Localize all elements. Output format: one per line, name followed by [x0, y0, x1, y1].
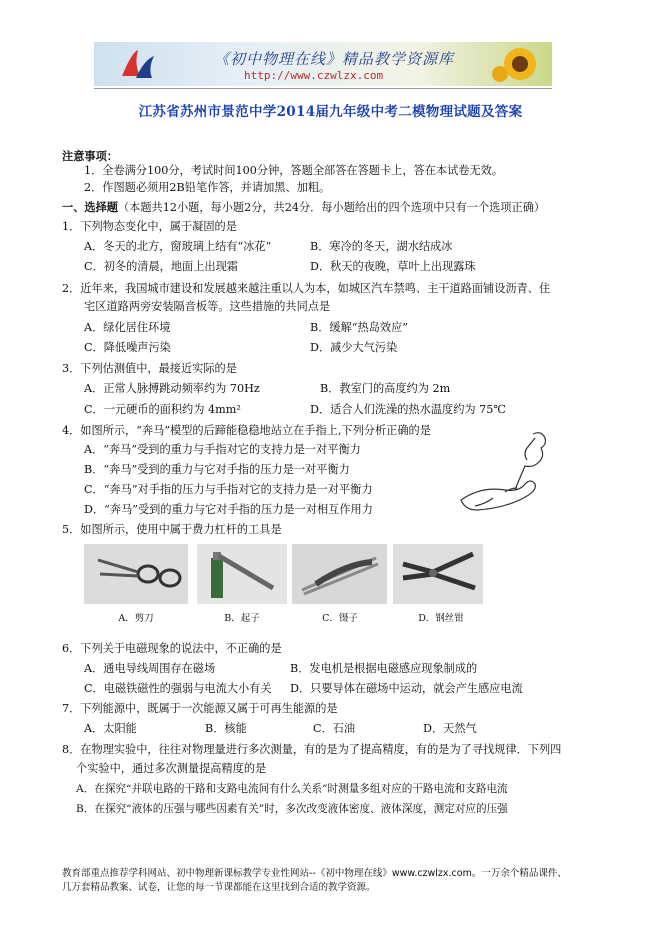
q4-option-a: A．“奔马”受到的重力与手指对它的支持力是一对平衡力: [84, 443, 361, 456]
q1-option-d: D．秋天的夜晚，草叶上出现露珠: [310, 260, 476, 273]
tweezers-photo: [292, 544, 387, 604]
scissors-photo: [84, 544, 188, 604]
notice-heading: 注意事项：: [62, 149, 118, 163]
q7-option-a: A．太阳能: [84, 722, 137, 735]
q8-option-a: A．在探究“并联电路的干路和支路电流间有什么关系”时测量多组对应的干路电流和支路电流: [76, 783, 508, 795]
q2-option-a: A．绿化居住环境: [84, 321, 171, 334]
q2-stem-line2: 宅区道路两旁安装隔音板等。这些措施的共同点是: [84, 300, 331, 313]
banner-title: 《初中物理在线》精品教学资源库: [214, 50, 455, 68]
q7-option-d: D．天然气: [423, 722, 477, 735]
q6-stem: 6．下列关于电磁现象的说法中，不正确的是: [62, 642, 282, 655]
q2-stem-line1: 2．近年来，我国城市建设和发展越来越注重以人为本，如城区汽车禁鸣、主干道路面铺设沥青、住: [62, 282, 551, 295]
site-logo-icon: [118, 46, 158, 82]
bottle-opener-icon: [197, 544, 287, 604]
q7-option-c: C．石油: [313, 722, 356, 735]
q5-stem: 5．如图所示，使用中属于费力杠杆的工具是: [62, 523, 282, 536]
footer-line-2: 几万套精品教案、试卷，让您的每一节课都能在这里找到合适的教学资源。: [62, 882, 376, 893]
q5-caption-a: A．剪刀: [118, 613, 154, 624]
q7-option-b: B．核能: [205, 722, 247, 735]
q8-stem-line2: 个实验中，通过多次测量提高精度的是: [76, 762, 267, 775]
q3-option-c: C．一元硬币的面积约为 4mm²: [84, 403, 241, 416]
notice-item-1: 1．全卷满分100分，考试时间100分钟，答题全部答在答题卡上，答在本试卷无效。: [84, 164, 504, 177]
q1-stem: 1．下列物态变化中，属于凝固的是: [62, 220, 237, 233]
bottle-opener-photo: [197, 544, 287, 604]
section-label: 一、选择题: [62, 200, 118, 214]
q1-option-b: B．寒冷的冬天，湖水结成冰: [310, 240, 453, 253]
q1-option-a: A．冬天的北方，窗玻璃上结有“冰花”: [84, 240, 272, 253]
q6-option-b: B．发电机是根据电磁感应现象制成的: [290, 662, 478, 675]
q6-option-d: D．只要导体在磁场中运动，就会产生感应电流: [290, 682, 523, 695]
site-banner: [94, 42, 552, 86]
q8-stem-line1: 8．在物理实验中，往往对物理量进行多次测量，有的是为了提高精度，有的是为了寻找规律．下列四: [62, 743, 562, 756]
q8-option-b: B．在探究“液体的压强与哪些因素有关”时，多次改变液体密度、液体深度，测定对应的压强: [76, 803, 508, 815]
q3-option-b: B．教室门的高度约为 2m: [320, 382, 451, 395]
banner-url[interactable]: http://www.czwlzx.com: [244, 69, 384, 82]
q3-option-d: D．适合人们洗澡的热水温度约为 75℃: [310, 403, 506, 416]
q3-option-a: A．正常人脉搏跳动频率约为 70Hz: [84, 382, 260, 395]
q4-stem: 4．如图所示，“奔马”模型的后蹄能稳稳地站立在手指上,下列分析正确的是: [62, 424, 431, 437]
q4-option-c: C．“奔马”对手指的压力与手指对它的支持力是一对平衡力: [84, 483, 373, 496]
q5-caption-c: C．镊子: [322, 613, 358, 624]
q5-caption-b: B．起子: [224, 613, 260, 624]
q2-option-d: D．减少大气污染: [310, 341, 398, 354]
q6-option-c: C．电磁铁磁性的强弱与电流大小有关: [84, 682, 272, 695]
section-desc: （本题共12小题，每小题2分，共24分．每小题给出的四个选项中只有一个选项正确）: [117, 201, 546, 214]
q7-stem: 7．下列能源中，既属于一次能源又属于可再生能源的是: [62, 702, 338, 715]
sunflower-icon: [490, 44, 546, 84]
scissors-icon: [84, 544, 188, 604]
horse-on-finger-figure: [455, 426, 565, 516]
q6-option-a: A．通电导线周围存在磁场: [84, 662, 216, 675]
q5-caption-d: D．钢丝钳: [418, 613, 464, 624]
header-divider: [94, 88, 552, 89]
section-heading: [62, 200, 545, 215]
pliers-icon: [393, 544, 483, 604]
q3-stem: 3．下列估测值中，最接近实际的是: [62, 362, 237, 375]
tweezers-icon: [292, 544, 387, 604]
pliers-photo: [393, 544, 483, 604]
document-title: 江苏省苏州市景范中学2014届九年级中考二模物理试题及答案: [138, 104, 523, 120]
q1-option-c: C．初冬的清晨，地面上出现霜: [84, 260, 238, 273]
footer-line-1: 教育部重点推荐学科网站、初中物理新课标教学专业性网站--《初中物理在线》www.czwlzx.com。一万余个精品课件、: [62, 868, 567, 879]
q4-option-d: D．“奔马”受到的重力与它对手指的压力是一对相互作用力: [84, 503, 373, 516]
q2-option-b: B．缓解“热岛效应”: [310, 321, 408, 334]
notice-item-2: 2．作图题必须用2B铅笔作答，并请加黑、加粗。: [84, 181, 331, 194]
q4-option-b: B．“奔马”受到的重力与它对手指的压力是一对平衡力: [84, 463, 350, 476]
q2-option-c: C．降低噪声污染: [84, 341, 171, 354]
